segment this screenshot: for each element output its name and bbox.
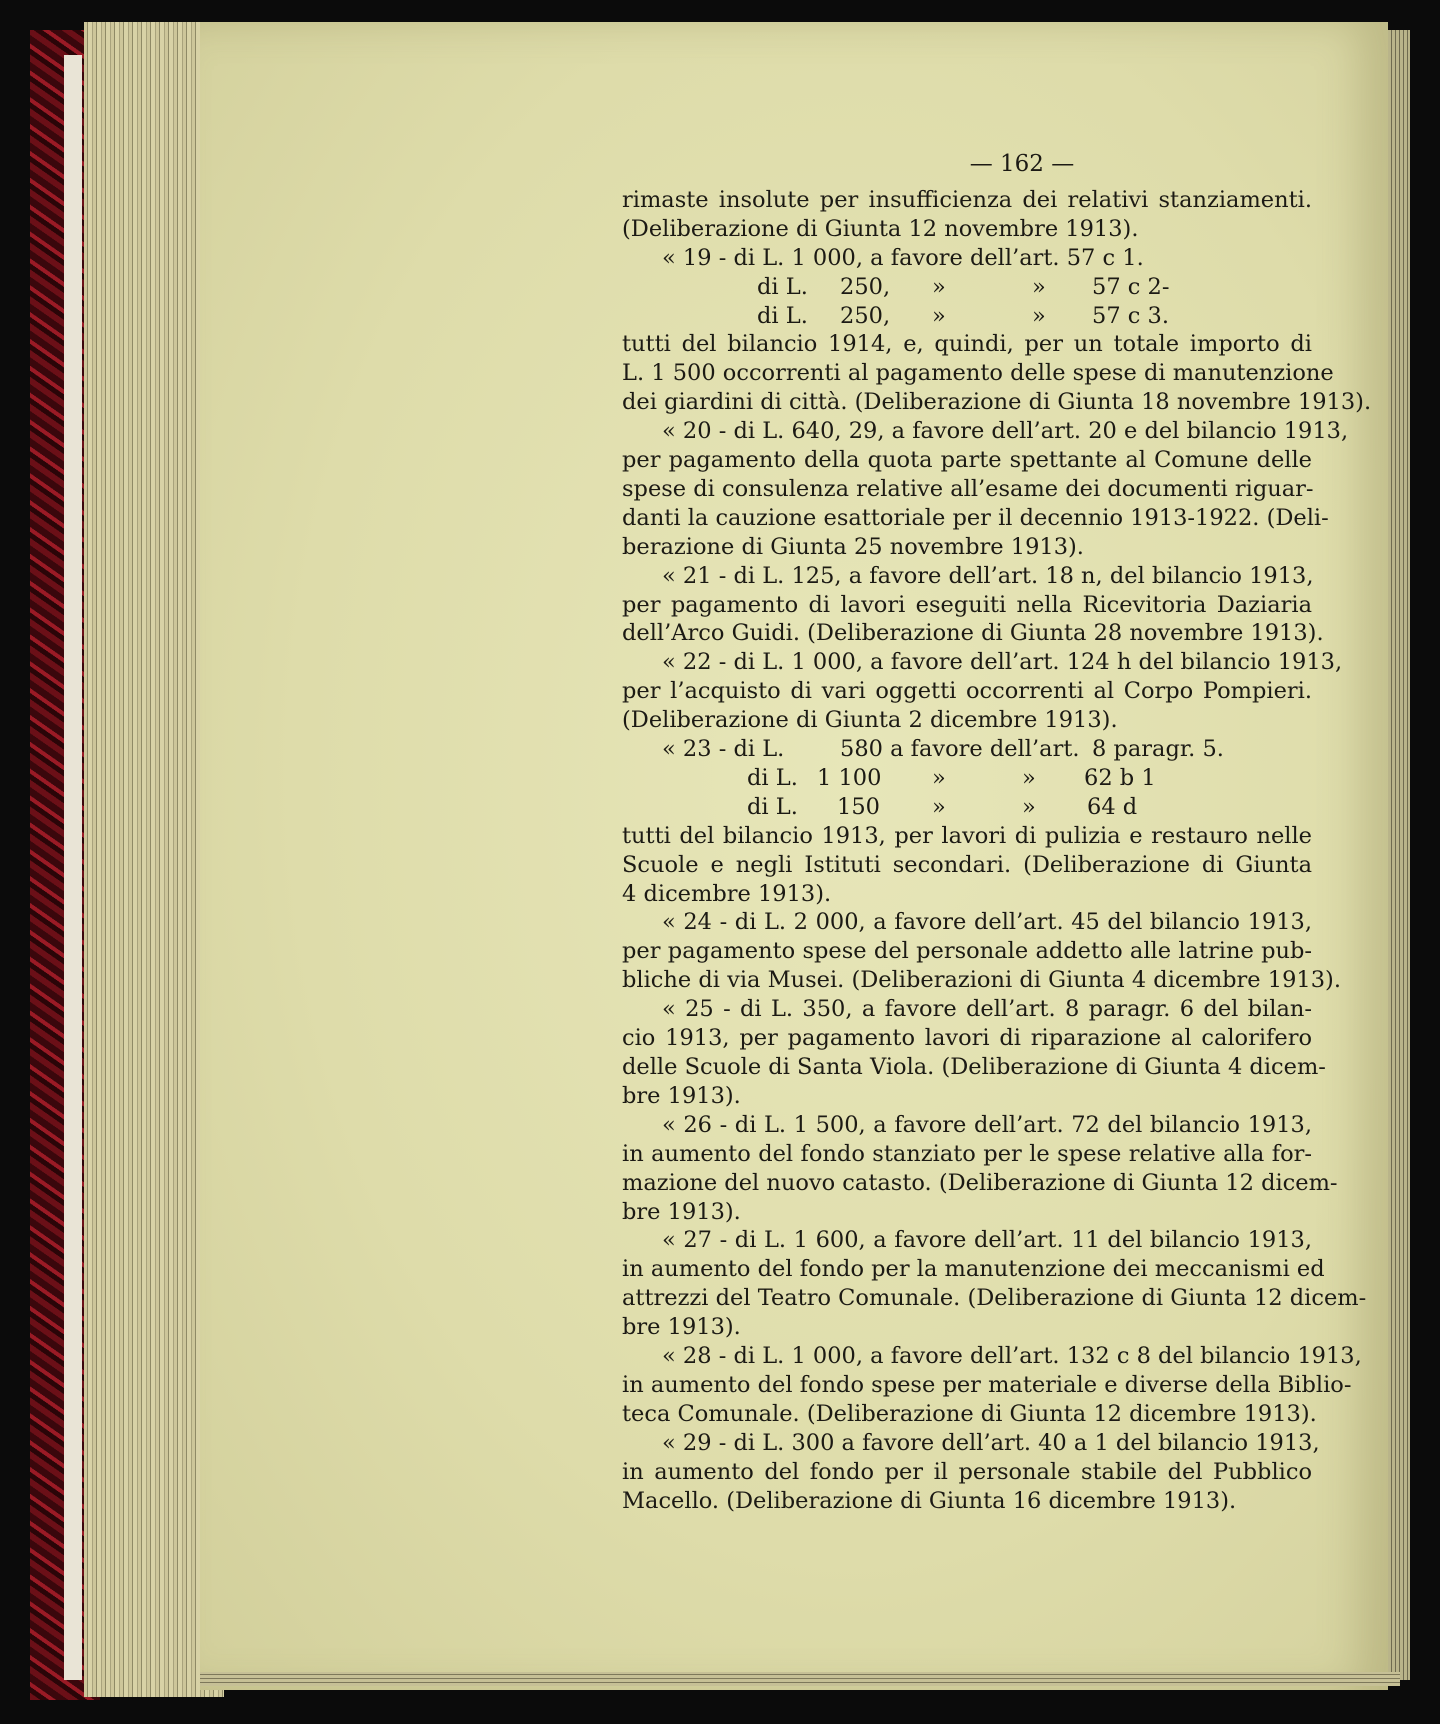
text-line: L. 1 500 occorrenti al pagamento delle spese di manutenzione: [622, 360, 1334, 387]
table-cell: 580 a favore dell’art.: [840, 736, 1080, 763]
text-line: « 25 - di L. 350, a favore dell’art. 8 paragr. 6 del bilan-: [662, 996, 1312, 1023]
text-line: in aumento del fondo spese per materiale e diverse della Biblio-: [622, 1371, 1352, 1398]
table-row: [622, 273, 1312, 302]
text-line: (Deliberazione di Giunta 2 dicembre 1913).: [622, 707, 1118, 734]
text-line: « 28 - di L. 1 000, a favore dell’art. 132 c 8 del bilancio 1913,: [662, 1343, 1362, 1370]
paragraph: [622, 908, 1341, 995]
text-line: in aumento del fondo per la manutenzione dei meccanismi ed: [622, 1256, 1325, 1283]
page-number: — 162 —: [969, 151, 1075, 177]
table-cell: »: [932, 302, 946, 329]
table-cell: di L.: [747, 764, 798, 791]
paragraph: [622, 1226, 1367, 1342]
table-row: [622, 302, 1312, 331]
text-line: delle Scuole di Santa Viola. (Deliberazione di Giunta 4 dicem-: [622, 1054, 1326, 1081]
table-cell: di L.: [757, 273, 808, 300]
binding-white-strip: [64, 55, 82, 1680]
table-cell: »: [932, 764, 946, 791]
text-line: danti la cauzione esattoriale per il decennio 1913-1922. (Deli-: [622, 504, 1329, 531]
table-cell: »: [1022, 764, 1036, 791]
table-cell: di L.: [757, 302, 808, 329]
allocation-table: [622, 244, 1312, 331]
text-line: dei giardini di città. (Deliberazione di Giunta 18 novembre 1913).: [622, 389, 1372, 416]
table-cell: 8 paragr. 5.: [1092, 736, 1224, 763]
text-line: per pagamento della quota parte spettante al Comune delle: [622, 447, 1312, 474]
allocation-table: [622, 735, 1312, 822]
text-line: dell’Arco Guidi. (Deliberazione di Giunta 28 novembre 1913).: [622, 620, 1324, 647]
text-line: attrezzi del Teatro Comunale. (Deliberazione di Giunta 12 dicem-: [622, 1285, 1367, 1312]
table-cell: »: [932, 793, 946, 820]
text-line: mazione del nuovo catasto. (Deliberazione di Giunta 12 dicem-: [622, 1169, 1338, 1196]
text-line: « 22 - di L. 1 000, a favore dell’art. 124 h del bilancio 1913,: [662, 649, 1343, 676]
table-cell: 57 c 2-: [1092, 273, 1170, 300]
table-cell: »: [932, 273, 946, 300]
text-line: spese di consulenza relative all’esame dei documenti riguar-: [622, 475, 1314, 502]
table-cell: »: [1022, 793, 1036, 820]
text-line: « 24 - di L. 2 000, a favore dell’art. 45 del bilancio 1913,: [662, 909, 1312, 936]
text-line: tutti del bilancio 1914, e, quindi, per un totale importo di: [622, 331, 1312, 358]
text-line: « 27 - di L. 1 600, a favore dell’art. 11 del bilancio 1913,: [662, 1227, 1312, 1254]
paragraph: [622, 1342, 1362, 1429]
text-line: « 21 - di L. 125, a favore dell’art. 18 n, del bilancio 1913,: [662, 562, 1314, 589]
table-row: [622, 793, 1312, 822]
text-line: « 20 - di L. 640, 29, a favore dell’art. 20 e del bilancio 1913,: [662, 418, 1349, 445]
table-cell: »: [1032, 302, 1046, 329]
table-cell: 250,: [840, 302, 891, 329]
paragraph: [622, 1111, 1338, 1227]
text-line: bliche di via Musei. (Deliberazioni di Giunta 4 dicembre 1913).: [622, 967, 1341, 994]
text-line: berazione di Giunta 25 novembre 1913).: [622, 533, 1084, 560]
text-line: per l’acquisto di vari oggetti occorrenti al Corpo Pompieri.: [622, 678, 1312, 705]
table-cell: 1 100: [817, 764, 882, 791]
text-line: 4 dicembre 1913).: [622, 880, 832, 907]
text-line: « 26 - di L. 1 500, a favore dell’art. 72 del bilancio 1913,: [662, 1111, 1312, 1138]
table-cell: 250,: [840, 273, 891, 300]
text-line: (Deliberazione di Giunta 12 novembre 1913).: [622, 215, 1139, 242]
text-line: Macello. (Deliberazione di Giunta 16 dicembre 1913).: [622, 1487, 1237, 1514]
text-line: Scuole e negli Istituti secondari. (Deliberazione di Giunta: [622, 851, 1312, 878]
table-cell: 57 c 3.: [1092, 302, 1170, 329]
paragraph: [622, 648, 1343, 735]
paragraph: [622, 562, 1324, 649]
paragraph: [622, 995, 1326, 1111]
table-cell: di L.: [747, 793, 798, 820]
text-line: bre 1913).: [622, 1082, 741, 1109]
table-cell: 150: [837, 793, 880, 820]
table-cell: »: [1032, 273, 1046, 300]
text-line: in aumento del fondo per il personale stabile del Pubblico: [622, 1458, 1312, 1485]
text-line: tutti del bilancio 1913, per lavori di pulizia e restauro nelle: [622, 822, 1312, 849]
paragraph: [622, 822, 1312, 909]
text-line: rimaste insolute per insufficienza dei relativi stanziamenti.: [622, 186, 1312, 213]
text-line: teca Comunale. (Deliberazione di Giunta 12 dicembre 1913).: [622, 1400, 1317, 1427]
table-row: [622, 764, 1312, 793]
text-line: bre 1913).: [622, 1198, 741, 1225]
text-block: [622, 150, 1372, 1516]
text-line: per pagamento spese del personale addetto alle latrine pub-: [622, 938, 1312, 965]
text-line: per pagamento di lavori eseguiti nella Ricevitoria Daziaria: [622, 591, 1312, 618]
text-line: « 29 - di L. 300 a favore dell’art. 40 a 1 del bilancio 1913,: [662, 1429, 1320, 1456]
table-cell: « 23 - di L.: [662, 736, 785, 763]
table-row: « 19 - di L. 1 000, a favore dell’art. 57 c 1.: [662, 244, 1144, 271]
paragraph: [622, 1429, 1320, 1516]
table-cell: 64 d: [1087, 793, 1138, 820]
table-cell: 62 b 1: [1084, 764, 1156, 791]
page-bottom-edge: [200, 1672, 1400, 1686]
text-line: bre 1913).: [622, 1314, 741, 1341]
text-line: in aumento del fondo stanziato per le spese relative alla for-: [622, 1140, 1312, 1167]
table-row: [622, 735, 1312, 764]
paragraph: [622, 186, 1312, 244]
text-line: cio 1913, per pagamento lavori di riparazione al calorifero: [622, 1025, 1312, 1052]
paragraph: [622, 417, 1349, 562]
paragraph: [622, 330, 1372, 417]
